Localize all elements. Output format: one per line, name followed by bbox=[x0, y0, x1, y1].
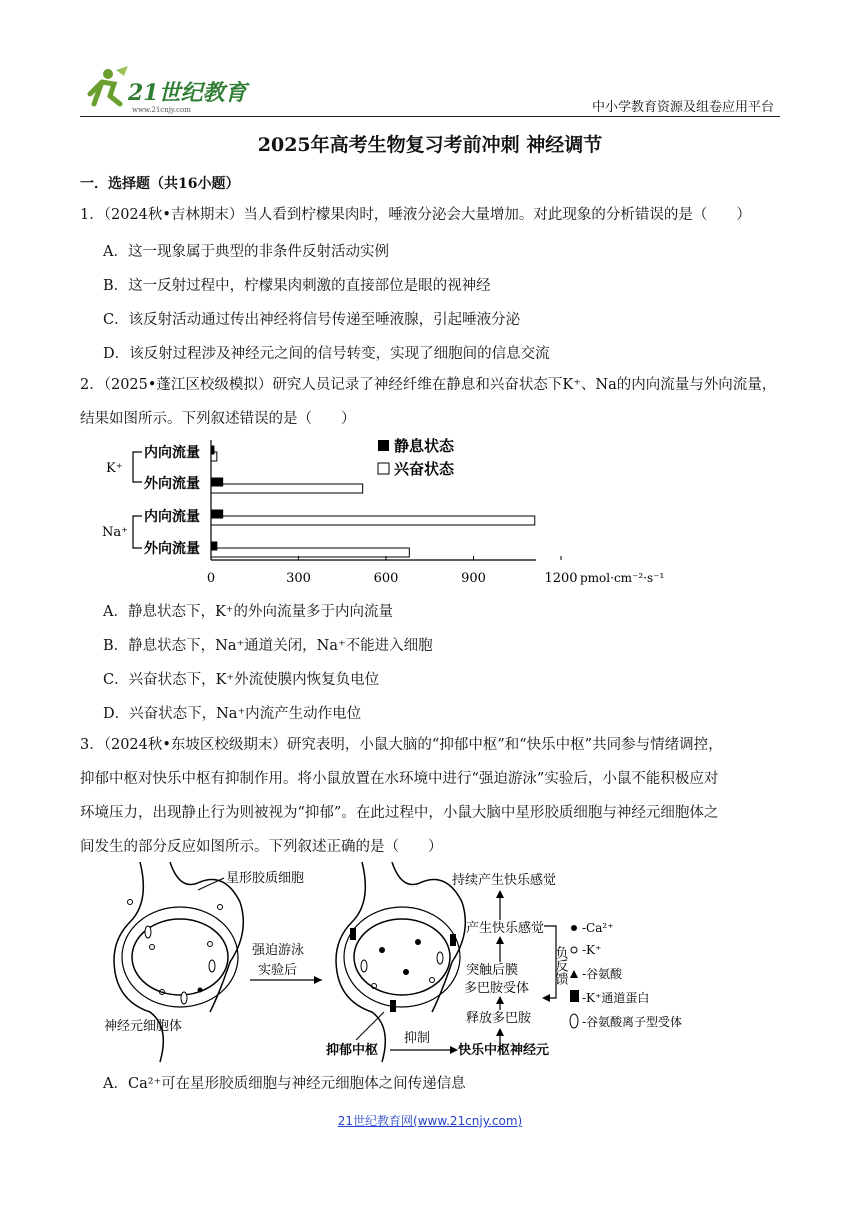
question-3-option-a: A．Ca²⁺可在星形胶质细胞与神经元细胞体之间传递信息 bbox=[103, 1076, 466, 1092]
bars-layer bbox=[211, 446, 535, 557]
label-neuron-body: 神经元细胞体 bbox=[104, 1019, 183, 1034]
label-depression-center: 抑郁中枢 bbox=[326, 1043, 379, 1058]
legend-k-channel: -K⁺通道蛋白 bbox=[582, 991, 650, 1005]
legend-receptor: -谷氨酸离子型受体 bbox=[582, 1015, 683, 1029]
bar-resting bbox=[211, 542, 217, 550]
label-inhibit: 抑制 bbox=[404, 1031, 431, 1046]
pointer-line bbox=[356, 1012, 384, 1040]
group-brackets bbox=[133, 452, 142, 548]
runner-icon bbox=[90, 66, 128, 104]
logo-text: 21世纪教育 bbox=[128, 80, 247, 106]
label-negative-feedback: 负反馈 bbox=[552, 946, 568, 985]
question-3-stem-line4: 间发生的部分反应如图所示。下列叙述正确的是（ ） bbox=[80, 839, 443, 855]
page-title: 2025年高考生物复习考前冲刺 神经调节 bbox=[257, 134, 603, 156]
chain-step-2: 产生快乐感觉 bbox=[466, 921, 545, 936]
question-2-option-a: A．静息状态下，K⁺的外向流量多于内向流量 bbox=[103, 604, 393, 620]
legend-label-excited: 兴奋状态 bbox=[394, 460, 455, 478]
question-3-stem-line3: 环境压力，出现静止行为则被视为“抑郁”。在此过程中，小鼠大脑中星形胶质细胞与神经元细胞体之 bbox=[80, 805, 719, 821]
x-tick-label: 300 bbox=[286, 571, 311, 586]
category-label: 内向流量 bbox=[144, 509, 200, 525]
question-3-stem-line2: 抑郁中枢对快乐中枢有抑制作用。将小鼠放置在水环境中进行“强迫游泳”实验后，小鼠不能积极应对 bbox=[80, 771, 719, 787]
question-2-option-c: C．兴奋状态下，K⁺外流使膜内恢复负电位 bbox=[103, 672, 380, 688]
legend-k-channel-icon bbox=[570, 990, 579, 1002]
label-experiment-2: 实验后 bbox=[258, 963, 298, 978]
question-2-option-b: B．静息状态下，Na⁺通道关闭，Na⁺不能进入细胞 bbox=[103, 638, 433, 654]
x-tick-label: 1200 bbox=[544, 571, 578, 586]
logo-url: www.21cnjy.com bbox=[132, 106, 191, 114]
label-astrocyte: 星形胶质细胞 bbox=[226, 871, 305, 886]
astrocyte-neuron-diagram bbox=[100, 862, 710, 1067]
legend-ca: -Ca²⁺ bbox=[582, 921, 614, 935]
x-tick-label: 600 bbox=[373, 571, 399, 586]
bar-excited bbox=[211, 548, 409, 557]
question-1-option-d: D．该反射过程涉及神经元之间的信号转变，实现了细胞间的信息交流 bbox=[103, 346, 550, 362]
chain-step-1: 持续产生快乐感觉 bbox=[452, 873, 557, 888]
question-3-stem-line1: 3．（2024秋•东坡区校级期末）研究表明，小鼠大脑的“抑郁中枢”和“快乐中枢”共同参与情绪调控， bbox=[80, 737, 723, 753]
chain-step-5: 释放多巴胺 bbox=[466, 1011, 532, 1026]
footer-link[interactable]: 21世纪教育网(www.21cnjy.com) bbox=[337, 1114, 523, 1128]
label-experiment-1: 强迫游泳 bbox=[252, 943, 305, 958]
question-2-option-d: D．兴奋状态下，Na⁺内流产生动作电位 bbox=[103, 706, 362, 722]
group-label-k: K⁺ bbox=[106, 461, 123, 476]
category-label: 外向流量 bbox=[144, 541, 200, 557]
question-2-stem-line1: 2．（2025•蓬江区校级模拟）研究人员记录了神经纤维在静息和兴奋状态下K⁺、Na的内向流量与外向流量， bbox=[80, 377, 777, 393]
right-cell-illustration bbox=[336, 862, 465, 1062]
bar-excited bbox=[211, 516, 535, 525]
question-1-option-b: B．这一反射过程中，柠檬果肉刺激的直接部位是眼的视神经 bbox=[103, 278, 491, 294]
question-1-stem: 1．（2024秋•吉林期末）当人看到柠檬果肉时，唾液分泌会大量增加。对此现象的分析错误的是（ ） bbox=[80, 207, 751, 223]
legend-ca-icon bbox=[571, 925, 577, 931]
bar-resting bbox=[211, 510, 223, 518]
legend-swatch-excited bbox=[378, 463, 389, 474]
legend-k-icon bbox=[571, 947, 577, 953]
bar-excited bbox=[211, 484, 363, 493]
legend-receptor-icon bbox=[570, 1014, 578, 1028]
chain-step-4: 多巴胺受体 bbox=[464, 981, 530, 996]
x-tick-label: 900 bbox=[461, 571, 486, 586]
question-1-option-a: A．这一现象属于典型的非条件反射活动实例 bbox=[103, 244, 389, 260]
legend-k: -K⁺ bbox=[582, 943, 602, 957]
legend-swatch-resting bbox=[378, 440, 389, 451]
legend-glutamate: -谷氨酸 bbox=[582, 967, 623, 981]
label-pleasure-neuron: 快乐中枢神经元 bbox=[458, 1043, 550, 1058]
platform-label: 中小学教育资源及组卷应用平台 bbox=[591, 100, 774, 115]
site-logo bbox=[80, 64, 250, 116]
legend-label-resting: 静息状态 bbox=[394, 437, 455, 455]
question-1-option-c: C．该反射活动通过传出神经将信号传递至唾液腺，引起唾液分泌 bbox=[103, 312, 521, 328]
header-divider bbox=[80, 116, 780, 117]
legend-glutamate-icon bbox=[570, 970, 578, 978]
category-label: 内向流量 bbox=[144, 445, 200, 461]
category-label: 外向流量 bbox=[144, 476, 200, 492]
section-heading: 一．选择题（共16小题） bbox=[80, 176, 240, 192]
bar-resting bbox=[211, 478, 223, 486]
question-2-stem-line2: 结果如图所示。下列叙述错误的是（ ） bbox=[80, 411, 356, 427]
chain-step-3: 突触后膜 bbox=[466, 963, 519, 978]
x-tick-label: 0 bbox=[206, 571, 216, 586]
ion-flux-chart bbox=[100, 432, 700, 592]
group-label-na: Na⁺ bbox=[102, 525, 128, 540]
x-axis-unit: pmol·cm⁻²·s⁻¹ bbox=[580, 571, 665, 585]
